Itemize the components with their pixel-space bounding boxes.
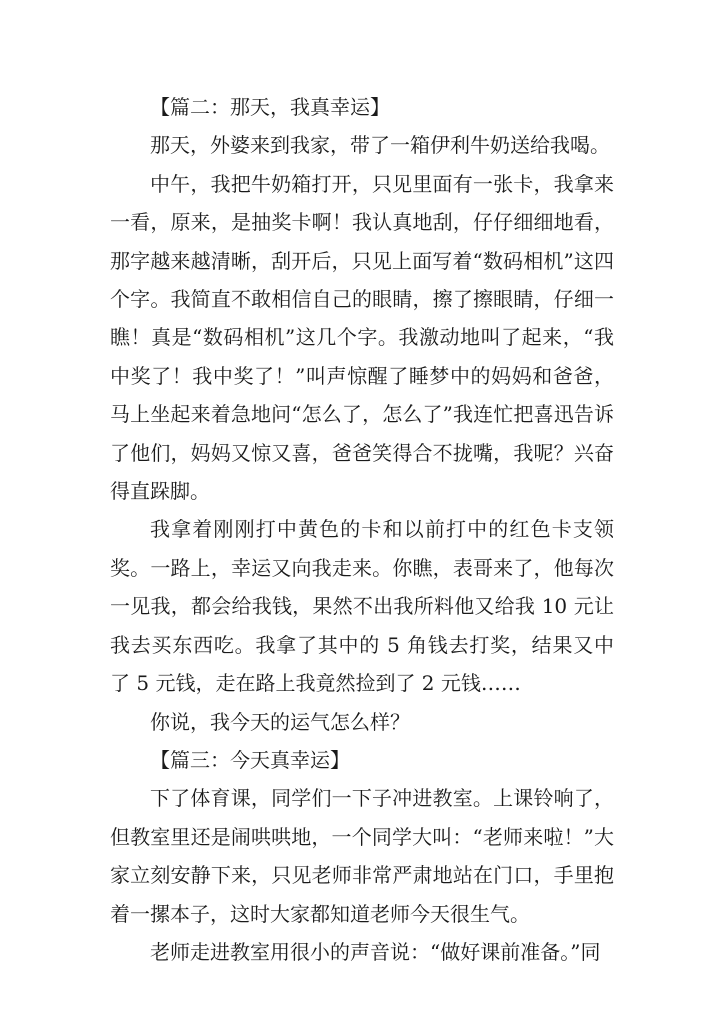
- paragraph: 老师走进教室用很小的声音说：“做好课前准备。”同: [150, 939, 601, 964]
- section-heading: 【篇二：那天，我真幸运】: [150, 95, 390, 119]
- section-heading: 【篇三：今天真幸运】: [150, 747, 350, 772]
- document-body: [110, 88, 614, 971]
- paragraph: 你说，我今天的运气怎么样？: [150, 709, 410, 734]
- paragraph: 我拿着刚刚打中黄色的卡和以前打中的红色卡支领奖。一路上，幸运又向我走来。你瞧，表哥来了，他每次一见我，都会给我钱，果然不出我所料他又给我 10 元让我去买东西吃。我拿了其中的 5 角钱去打奖，结果又中了 5 元钱，走在路上我竟然捡到了 2 元钱……: [110, 517, 614, 696]
- paragraph: 中午，我把牛奶箱打开，只见里面有一张卡，我拿来一看，原来，是抽奖卡啊！我认真地刮，仔仔细细地看，那字越来越清晰，刮开后，只见上面写着“数码相机”这四个字。我简直不敢相信自己的眼睛，擦了擦眼睛，仔细一瞧！真是“数码相机”这几个字。我激动地叫了起来，“我中奖了！我中奖了！”叫声惊醒了睡梦中的妈妈和爸爸，马上坐起来着急地问“怎么了，怎么了”我连忙把喜迅告诉了他们，妈妈又惊又喜，爸爸笑得合不拢嘴，我呢？兴奋得直跺脚。: [110, 171, 614, 504]
- paragraph: 下了体育课，同学们一下子冲进教室。上课铃响了，但教室里还是闹哄哄地，一个同学大叫：“老师来啦！”大家立刻安静下来，只见老师非常严肃地站在门口，手里抱着一摞本子，这时大家都知道老师今天很生气。: [110, 786, 614, 926]
- paragraph: 那天，外婆来到我家，带了一箱伊利牛奶送给我喝。: [150, 133, 610, 158]
